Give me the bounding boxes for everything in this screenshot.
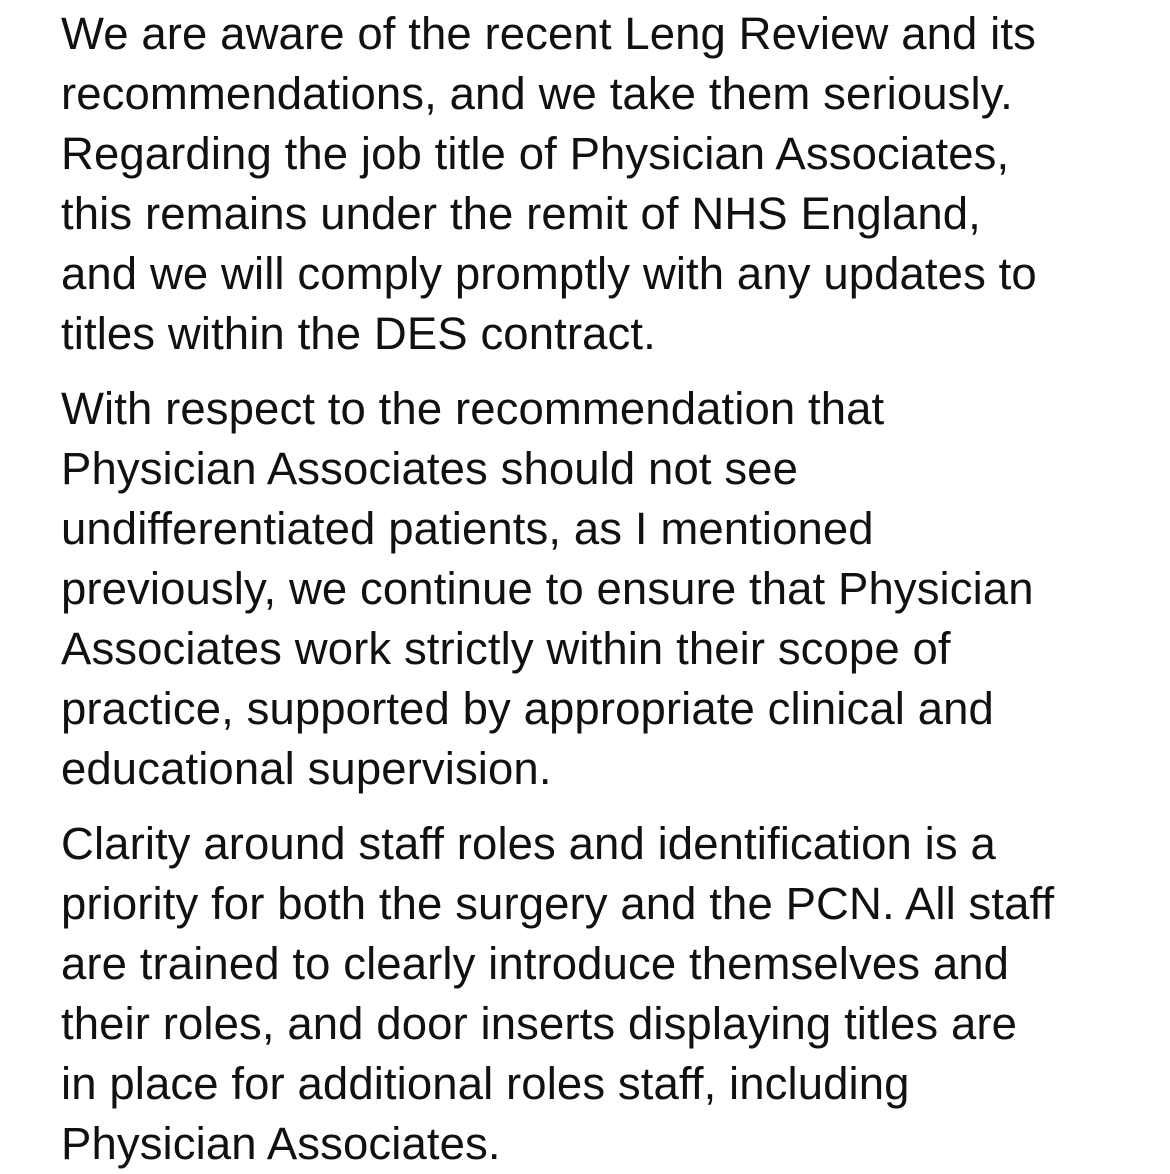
text-line: With respect to the recommendation that: [61, 383, 885, 434]
text-line: and we will comply promptly with any updates to: [61, 248, 1037, 299]
text-line: We are aware of the recent Leng Review and its: [61, 8, 1036, 59]
text-line: Clarity around staff roles and identification is a: [61, 818, 996, 869]
text-line: in place for additional roles staff, including: [61, 1058, 910, 1109]
text-line: Regarding the job title of Physician Associates,: [61, 128, 1010, 179]
text-line: Physician Associates should not see: [61, 443, 798, 494]
text-line: titles within the DES contract.: [61, 308, 656, 359]
text-line: recommendations, and we take them seriously.: [61, 68, 1013, 119]
document-body: [61, 4, 1161, 1174]
paragraph-1: [61, 4, 1161, 364]
text-line: are trained to clearly introduce themselves and: [61, 938, 1010, 989]
text-line: undifferentiated patients, as I mentioned: [61, 503, 874, 554]
text-line: practice, supported by appropriate clinical and: [61, 683, 994, 734]
paragraph-spacer: [61, 799, 1161, 814]
text-line: this remains under the remit of NHS England,: [61, 188, 981, 239]
text-line: Associates work strictly within their scope of: [61, 623, 951, 674]
text-line: priority for both the surgery and the PCN. All staff: [61, 878, 1055, 929]
text-line: previously, we continue to ensure that Physician: [61, 563, 1034, 614]
text-line: educational supervision.: [61, 743, 552, 794]
text-line: their roles, and door inserts displaying titles are: [61, 998, 1018, 1049]
paragraph-3: [61, 814, 1161, 1174]
paragraph-2: [61, 379, 1161, 799]
paragraph-spacer: [61, 364, 1161, 379]
text-line: Physician Associates.: [61, 1118, 501, 1169]
